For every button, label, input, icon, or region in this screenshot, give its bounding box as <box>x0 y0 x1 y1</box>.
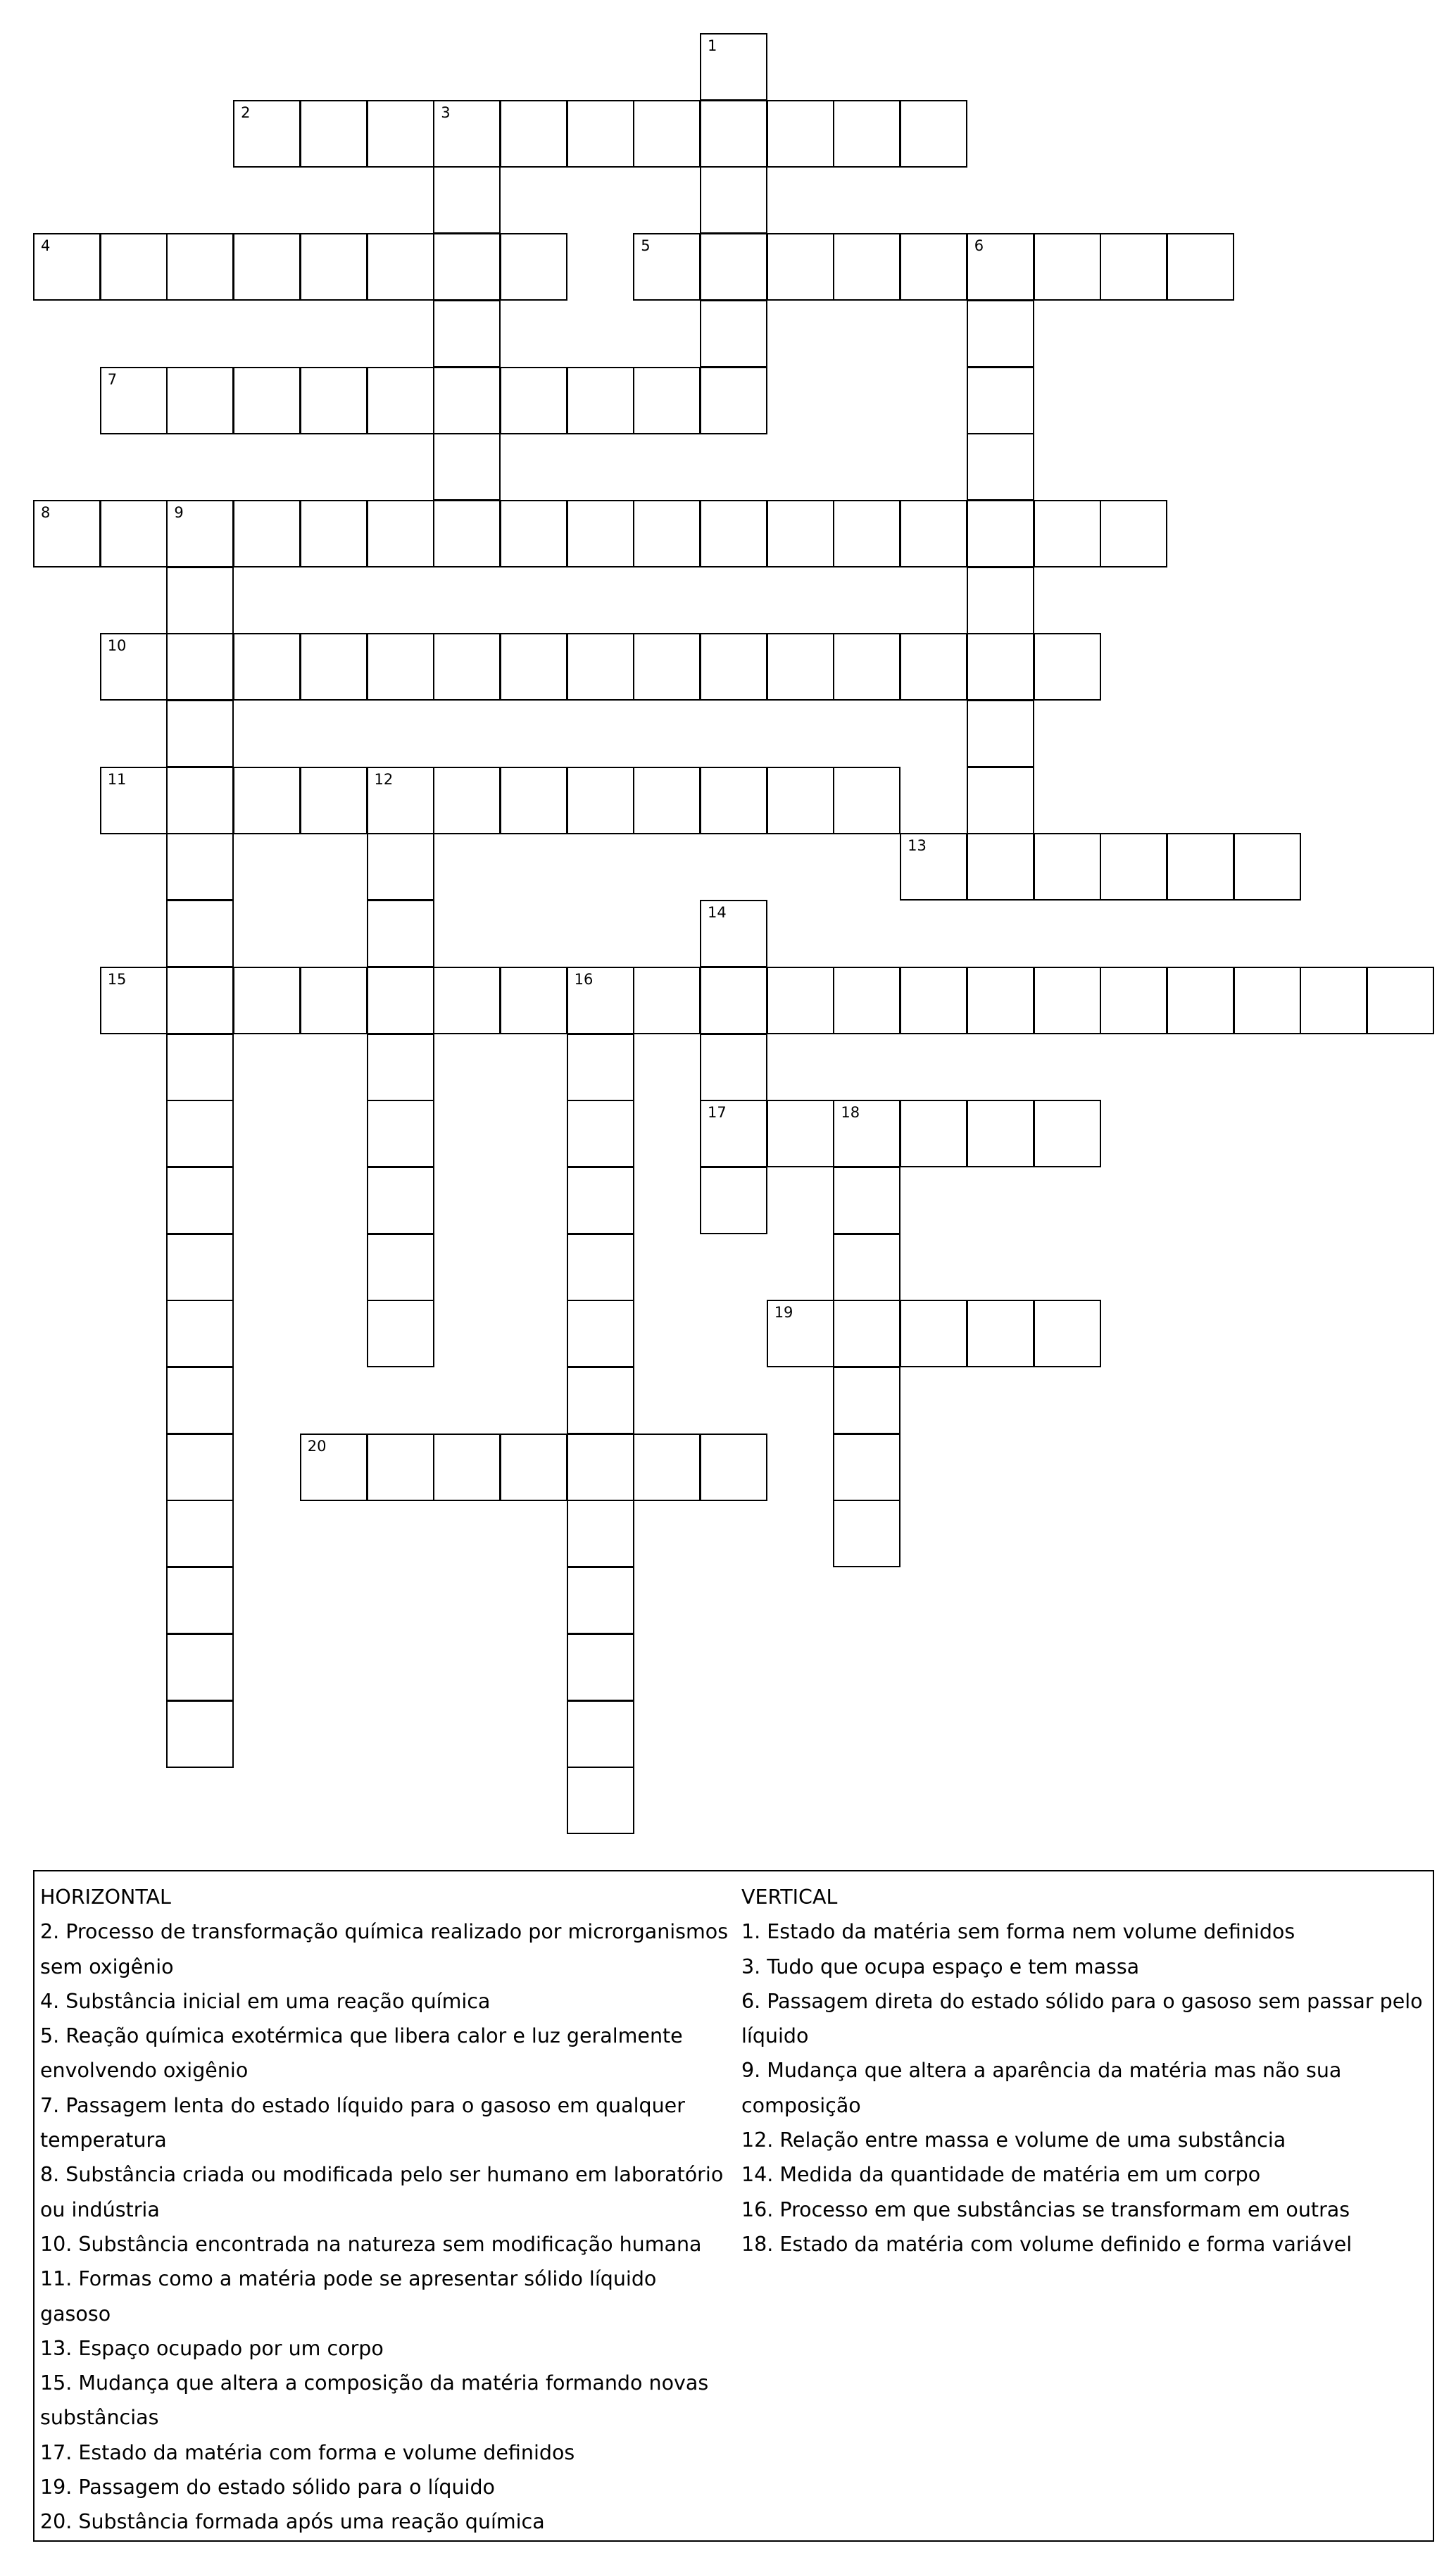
crossword-cell[interactable] <box>900 100 967 168</box>
crossword-cell[interactable] <box>833 233 900 301</box>
crossword-cell[interactable] <box>1034 1100 1101 1167</box>
clue-number: 5 <box>641 237 651 255</box>
crossword-cell[interactable] <box>767 233 834 301</box>
crossword-cell[interactable] <box>1100 500 1167 567</box>
crossword-cell[interactable] <box>433 300 501 368</box>
crossword-cell[interactable] <box>1167 967 1234 1034</box>
crossword-cell[interactable] <box>166 900 234 967</box>
clue-number: 16 <box>574 970 594 988</box>
across-clue: 15. Mudança que altera a composição da matéria formando novas substâncias <box>40 2371 709 2430</box>
crossword-cell[interactable] <box>700 367 767 434</box>
crossword-cell[interactable] <box>967 967 1034 1034</box>
crossword-cell[interactable] <box>767 1100 834 1167</box>
crossword-cell[interactable] <box>833 1367 900 1434</box>
crossword-cell[interactable] <box>166 1567 234 1634</box>
crossword-cell[interactable] <box>633 1434 701 1501</box>
across-clue: 5. Reação química exotérmica que libera calor e luz geralmente envolvendo oxigênio <box>40 2024 683 2083</box>
crossword-cell[interactable] <box>233 500 301 567</box>
crossword-cell[interactable] <box>166 1500 234 1567</box>
crossword-cell[interactable] <box>166 367 234 434</box>
crossword-cell[interactable] <box>1100 967 1167 1034</box>
crossword-cell[interactable] <box>700 166 767 234</box>
crossword-cell[interactable] <box>700 1034 767 1101</box>
crossword-cell[interactable] <box>700 500 767 567</box>
crossword-cell[interactable] <box>567 1567 634 1634</box>
crossword-cell[interactable] <box>767 500 834 567</box>
crossword-cell[interactable] <box>967 767 1034 834</box>
clue-number: 11 <box>107 770 127 788</box>
crossword-cell[interactable] <box>967 633 1034 701</box>
down-clue: 14. Medida da quantidade de matéria em um corpo <box>741 2163 1261 2187</box>
clue-number: 8 <box>41 503 51 521</box>
crossword-cell[interactable] <box>500 233 567 301</box>
crossword-cell[interactable] <box>1300 967 1367 1034</box>
crossword-cell[interactable] <box>433 967 501 1034</box>
crossword-cell[interactable] <box>967 500 1034 567</box>
crossword-cell[interactable] <box>367 633 434 701</box>
crossword-cell[interactable] <box>833 1434 900 1501</box>
across-title: HORIZONTAL <box>40 1886 171 1909</box>
crossword-cell[interactable] <box>833 1234 900 1301</box>
crossword-cell[interactable] <box>166 567 234 634</box>
crossword-cell[interactable] <box>967 367 1034 434</box>
crossword-cell[interactable] <box>567 100 634 168</box>
clue-number: 9 <box>174 503 184 521</box>
crossword-cell[interactable] <box>300 767 368 834</box>
crossword-cell[interactable] <box>233 633 301 701</box>
crossword-cell[interactable] <box>1034 1300 1101 1367</box>
crossword-cell[interactable] <box>900 1300 967 1367</box>
crossword-cell[interactable] <box>900 967 967 1034</box>
crossword-cell[interactable] <box>166 700 234 767</box>
crossword-cell[interactable] <box>1234 967 1301 1034</box>
crossword-cell[interactable] <box>567 1167 634 1234</box>
crossword-cell[interactable] <box>367 100 434 168</box>
crossword-cell[interactable] <box>767 100 834 168</box>
crossword-cell[interactable] <box>567 1434 634 1501</box>
crossword-cell[interactable] <box>1034 967 1101 1034</box>
crossword-cell[interactable] <box>567 767 634 834</box>
crossword-cell[interactable] <box>500 100 567 168</box>
crossword-cell[interactable] <box>633 633 701 701</box>
crossword-cell[interactable] <box>166 633 234 701</box>
crossword-cell[interactable] <box>633 500 701 567</box>
crossword-cell[interactable] <box>633 367 701 434</box>
crossword-cell[interactable] <box>700 967 767 1034</box>
crossword-cell[interactable] <box>700 767 767 834</box>
crossword-cell[interactable] <box>433 1434 501 1501</box>
crossword-cell[interactable] <box>1367 967 1434 1034</box>
clue-number: 18 <box>841 1104 860 1122</box>
crossword-cell[interactable] <box>700 1167 767 1234</box>
crossword-cell[interactable] <box>100 233 168 301</box>
crossword-cell[interactable] <box>166 1234 234 1301</box>
across-clue: 4. Substância inicial em uma reação química <box>40 1989 491 2013</box>
crossword-cell[interactable] <box>433 633 501 701</box>
crossword-cell[interactable] <box>567 1767 634 1834</box>
crossword-cell[interactable] <box>166 1700 234 1768</box>
crossword-cell[interactable] <box>767 1300 834 1367</box>
crossword-cell[interactable] <box>166 1034 234 1101</box>
crossword-cell[interactable] <box>567 967 634 1034</box>
crossword-cell[interactable] <box>100 967 168 1034</box>
crossword-cell[interactable] <box>433 367 501 434</box>
clue-number: 10 <box>107 637 127 655</box>
crossword-cell[interactable] <box>833 1500 900 1567</box>
crossword-cell[interactable] <box>900 500 967 567</box>
crossword-cell[interactable] <box>367 1434 434 1501</box>
clues-box <box>33 1870 1434 2542</box>
crossword-cell[interactable] <box>367 833 434 901</box>
crossword-cell[interactable] <box>967 700 1034 767</box>
crossword-cell[interactable] <box>967 833 1034 901</box>
crossword-cell[interactable] <box>300 967 368 1034</box>
crossword-cell[interactable] <box>367 500 434 567</box>
crossword-cell[interactable] <box>1034 833 1101 901</box>
across-clue: 2. Processo de transformação química realizado por microrganismos sem oxigênio <box>40 1920 729 1978</box>
crossword-cell[interactable] <box>700 1434 767 1501</box>
crossword-cell[interactable] <box>166 1300 234 1367</box>
crossword-cell[interactable] <box>500 967 567 1034</box>
crossword-cell[interactable] <box>100 367 168 434</box>
across-clue: 7. Passagem lenta do estado líquido para o gasoso em qualquer temperatura <box>40 2093 685 2152</box>
crossword-cell[interactable] <box>166 1434 234 1501</box>
crossword-cell[interactable] <box>300 1434 368 1501</box>
crossword-cell[interactable] <box>300 367 368 434</box>
across-clue: 8. Substância criada ou modificada pelo ser humano em laboratório ou indústria <box>40 2163 724 2221</box>
crossword-cell[interactable] <box>700 900 767 967</box>
crossword-cell[interactable] <box>700 300 767 368</box>
crossword-cell[interactable] <box>166 1100 234 1167</box>
crossword-cell[interactable] <box>567 367 634 434</box>
crossword-cell[interactable] <box>166 833 234 901</box>
clue-number: 2 <box>241 104 251 121</box>
clue-number: 4 <box>41 237 51 255</box>
crossword-cell[interactable] <box>100 500 168 567</box>
crossword-cell[interactable] <box>233 967 301 1034</box>
crossword-cell[interactable] <box>367 1300 434 1367</box>
crossword-cell[interactable] <box>367 767 434 834</box>
crossword-cell[interactable] <box>367 967 434 1034</box>
crossword-cell[interactable] <box>700 33 767 101</box>
crossword-cell[interactable] <box>166 233 234 301</box>
crossword-cell[interactable] <box>567 500 634 567</box>
crossword-cell[interactable] <box>767 633 834 701</box>
across-clue: 19. Passagem do estado sólido para o líquido <box>40 2476 495 2499</box>
crossword-cell[interactable] <box>633 233 701 301</box>
clue-number: 19 <box>774 1304 793 1322</box>
crossword-cell[interactable] <box>166 967 234 1034</box>
crossword-cell[interactable] <box>700 1100 767 1167</box>
crossword-cell[interactable] <box>100 767 168 834</box>
crossword-cell[interactable] <box>433 500 501 567</box>
crossword-cell[interactable] <box>100 633 168 701</box>
crossword-cell[interactable] <box>367 233 434 301</box>
crossword-cell[interactable] <box>300 100 368 168</box>
crossword-cell[interactable] <box>166 1367 234 1434</box>
crossword-cell[interactable] <box>367 1034 434 1101</box>
crossword-cell[interactable] <box>433 166 501 234</box>
crossword-cell[interactable] <box>367 1234 434 1301</box>
crossword-cell[interactable] <box>833 633 900 701</box>
down-clues <box>741 1880 1431 2262</box>
crossword-cell[interactable] <box>166 1633 234 1701</box>
crossword-cell[interactable] <box>567 1367 634 1434</box>
crossword-cell[interactable] <box>967 233 1034 301</box>
crossword-cell[interactable] <box>233 233 301 301</box>
down-title: VERTICAL <box>741 1886 838 1909</box>
across-clue: 13. Espaço ocupado por um corpo <box>40 2336 384 2360</box>
crossword-cell[interactable] <box>233 767 301 834</box>
down-clue: 1. Estado da matéria sem forma nem volume definidos <box>741 1920 1295 1944</box>
crossword-cell[interactable] <box>1034 500 1101 567</box>
crossword-cell[interactable] <box>300 633 368 701</box>
crossword-cell[interactable] <box>567 1633 634 1701</box>
crossword-cell[interactable] <box>33 500 101 567</box>
crossword-cell[interactable] <box>833 1167 900 1234</box>
crossword-cell[interactable] <box>567 1300 634 1367</box>
crossword-cell[interactable] <box>967 567 1034 634</box>
clue-number: 6 <box>974 237 984 255</box>
across-clue: 10. Substância encontrada na natureza sem modificação humana <box>40 2232 702 2256</box>
crossword-cell[interactable] <box>767 767 834 834</box>
crossword-cell[interactable] <box>700 633 767 701</box>
clue-number: 12 <box>374 770 394 788</box>
across-clues <box>40 1880 730 2540</box>
clue-number: 14 <box>708 904 727 922</box>
across-clue: 20. Substância formada após uma reação química <box>40 2510 545 2534</box>
crossword-cell[interactable] <box>900 833 967 901</box>
crossword-cell[interactable] <box>433 233 501 301</box>
crossword-cell[interactable] <box>567 1234 634 1301</box>
crossword-cell[interactable] <box>833 967 900 1034</box>
crossword-cell[interactable] <box>833 500 900 567</box>
down-clue: 9. Mudança que altera a aparência da matéria mas não sua composição <box>741 2059 1342 2117</box>
crossword-cell[interactable] <box>433 433 501 501</box>
crossword-cell[interactable] <box>767 967 834 1034</box>
crossword-cell[interactable] <box>833 1100 900 1167</box>
clue-number: 17 <box>708 1104 727 1122</box>
crossword-cell[interactable] <box>500 367 567 434</box>
crossword-cell[interactable] <box>300 500 368 567</box>
crossword-cell[interactable] <box>1234 833 1301 901</box>
crossword-cell[interactable] <box>500 767 567 834</box>
clue-number: 1 <box>708 37 717 54</box>
crossword-cell[interactable] <box>500 500 567 567</box>
crossword-cell[interactable] <box>633 767 701 834</box>
crossword-cell[interactable] <box>967 433 1034 501</box>
crossword-cell[interactable] <box>166 500 234 567</box>
crossword-cell[interactable] <box>166 1167 234 1234</box>
clue-number: 3 <box>441 104 451 121</box>
crossword-cell[interactable] <box>967 300 1034 368</box>
crossword-cell[interactable] <box>833 100 900 168</box>
crossword-cell[interactable] <box>1167 833 1234 901</box>
clue-number: 15 <box>107 970 127 988</box>
crossword-cell[interactable] <box>967 1300 1034 1367</box>
crossword-cell[interactable] <box>567 633 634 701</box>
crossword-cell[interactable] <box>166 767 234 834</box>
crossword-cell[interactable] <box>833 767 900 834</box>
crossword-cell[interactable] <box>700 100 767 168</box>
crossword-cell[interactable] <box>700 233 767 301</box>
crossword-cell[interactable] <box>233 100 301 168</box>
crossword-cell[interactable] <box>367 367 434 434</box>
crossword-cell[interactable] <box>833 1300 900 1367</box>
crossword-cell[interactable] <box>500 1434 567 1501</box>
crossword-cell[interactable] <box>1167 233 1234 301</box>
crossword-cell[interactable] <box>967 1100 1034 1167</box>
crossword-cell[interactable] <box>367 900 434 967</box>
clue-number: 13 <box>908 837 927 855</box>
crossword-cell[interactable] <box>33 233 101 301</box>
crossword-cell[interactable] <box>233 367 301 434</box>
down-clue: 6. Passagem direta do estado sólido para o gasoso sem passar pelo líquido <box>741 1989 1423 2048</box>
across-clue: 17. Estado da matéria com forma e volume definidos <box>40 2440 575 2464</box>
down-clue: 12. Relação entre massa e volume de uma substância <box>741 2128 1286 2152</box>
clue-number: 7 <box>107 370 118 388</box>
crossword-cell[interactable] <box>1034 633 1101 701</box>
across-clue: 11. Formas como a matéria pode se apresentar sólido líquido gasoso <box>40 2267 657 2326</box>
crossword-cell[interactable] <box>500 633 567 701</box>
crossword-cell[interactable] <box>433 767 501 834</box>
crossword-cell[interactable] <box>900 1100 967 1167</box>
crossword-cell[interactable] <box>567 1700 634 1768</box>
crossword-cell[interactable] <box>633 100 701 168</box>
crossword-cell[interactable] <box>567 1100 634 1167</box>
down-clue: 16. Processo em que substâncias se transformam em outras <box>741 2197 1350 2221</box>
crossword-cell[interactable] <box>1034 233 1101 301</box>
crossword-cell[interactable] <box>300 233 368 301</box>
crossword-cell[interactable] <box>900 233 967 301</box>
down-clue: 18. Estado da matéria com volume definido e forma variável <box>741 2232 1353 2256</box>
crossword-cell[interactable] <box>567 1500 634 1567</box>
clue-number: 20 <box>307 1437 327 1455</box>
crossword-cell[interactable] <box>367 1100 434 1167</box>
crossword-cell[interactable] <box>433 100 501 168</box>
crossword-cell[interactable] <box>1100 833 1167 901</box>
crossword-cell[interactable] <box>1100 233 1167 301</box>
crossword-cell[interactable] <box>567 1034 634 1101</box>
crossword-cell[interactable] <box>633 967 701 1034</box>
crossword-cell[interactable] <box>367 1167 434 1234</box>
down-clue: 3. Tudo que ocupa espaço e tem massa <box>741 1955 1140 1978</box>
crossword-cell[interactable] <box>900 633 967 701</box>
